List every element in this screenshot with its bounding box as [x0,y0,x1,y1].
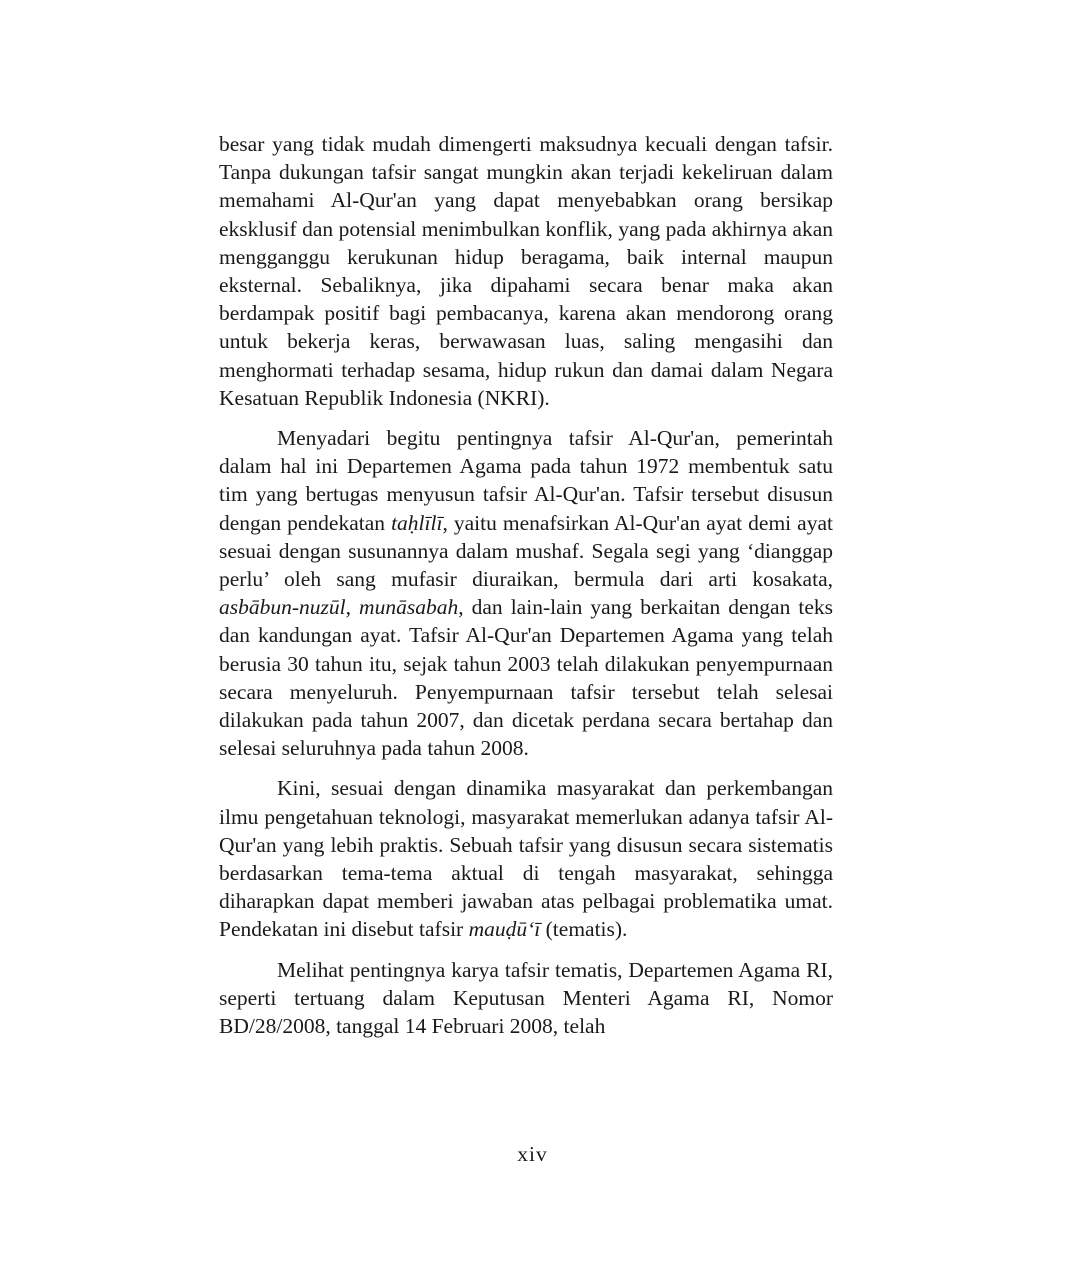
italic-term: munāsabah [359,595,459,620]
paragraph-2 [219,424,833,762]
paragraph-4 [219,956,833,1041]
paragraph-3 [219,774,833,943]
italic-term: taḥlīlī [391,510,443,535]
italic-term: mauḍū‘ī [468,917,541,942]
text-run: Melihat pentingnya karya tafsir tematis, Departemen Agama RI, seperti tertuang dalam Keputusan Menteri Agama RI, Nomor BD/28/2008, tanggal 14 Februari 2008, telah [219,957,833,1039]
body-text [219,130,833,1040]
text-run: (tematis). [540,917,628,942]
text-run: , dan lain-lain yang berkaitan dengan teks dan kandungan ayat. Tafsir Al-Qur'an Departemen Agama yang telah berusia 30 tahun itu, sejak tahun 2003 telah dilakukan penyempurnaan secara menyeluruh. Penyempurnaan tafsir tersebut telah selesai dilakukan pada tahun 2007, dan dicetak perdana secara bertahap dan selesai seluruhnya pada tahun 2008. [219,595,833,761]
text-run: besar yang tidak mudah dimengerti maksudnya kecuali dengan tafsir. Tanpa dukungan tafsir sangat mungkin akan terjadi kekeliruan dalam memahami Al-Qur'an yang dapat menyebabkan orang bersikap eksklusif dan potensial menimbulkan konflik, yang pada akhirnya akan mengganggu kerukunan hidup beragama, baik internal maupun eksternal. Sebaliknya, jika dipahami secara benar maka akan berdampak positif bagi pembacanya, karena akan mendorong orang untuk bekerja keras, berwawasan luas, saling mengasihi dan menghormati terhadap sesama, hidup rukun dan damai dalam Negara Kesatuan Republik Indonesia (NKRI). [219,132,833,410]
text-run: , yaitu menafsirkan Al-Qur'an ayat demi ayat sesuai dengan susunannya dalam mushaf. Segala segi yang ‘dianggap perlu’ oleh sang mufasir diuraikan, bermula dari arti kosakata, [219,510,833,592]
paragraph-1 [219,130,833,412]
page-number: xiv [517,1142,548,1166]
text-run: Menyadari begitu pentingnya tafsir Al-Qur'an, pemerintah dalam hal ini Departemen Agama pada tahun 1972 membentuk satu tim yang bertugas menyusun tafsir Al-Qur'an. Tafsir tersebut disusun dengan pendekatan [219,426,833,535]
text-run: Kini, sesuai dengan dinamika masyarakat dan perkembangan ilmu pengetahuan teknologi, masyarakat memerlukan adanya tafsir Al-Qur'an yang lebih praktis. Sebuah tafsir yang disusun secara sistematis berdasarkan tema-tema aktual di tengah masyarakat, sehingga diharapkan dapat memberi jawaban atas pelbagai problematika umat. Pendekatan ini disebut tafsir [219,776,833,942]
italic-term: asbābun-nuzūl [219,595,346,620]
text-run: , [345,595,360,620]
